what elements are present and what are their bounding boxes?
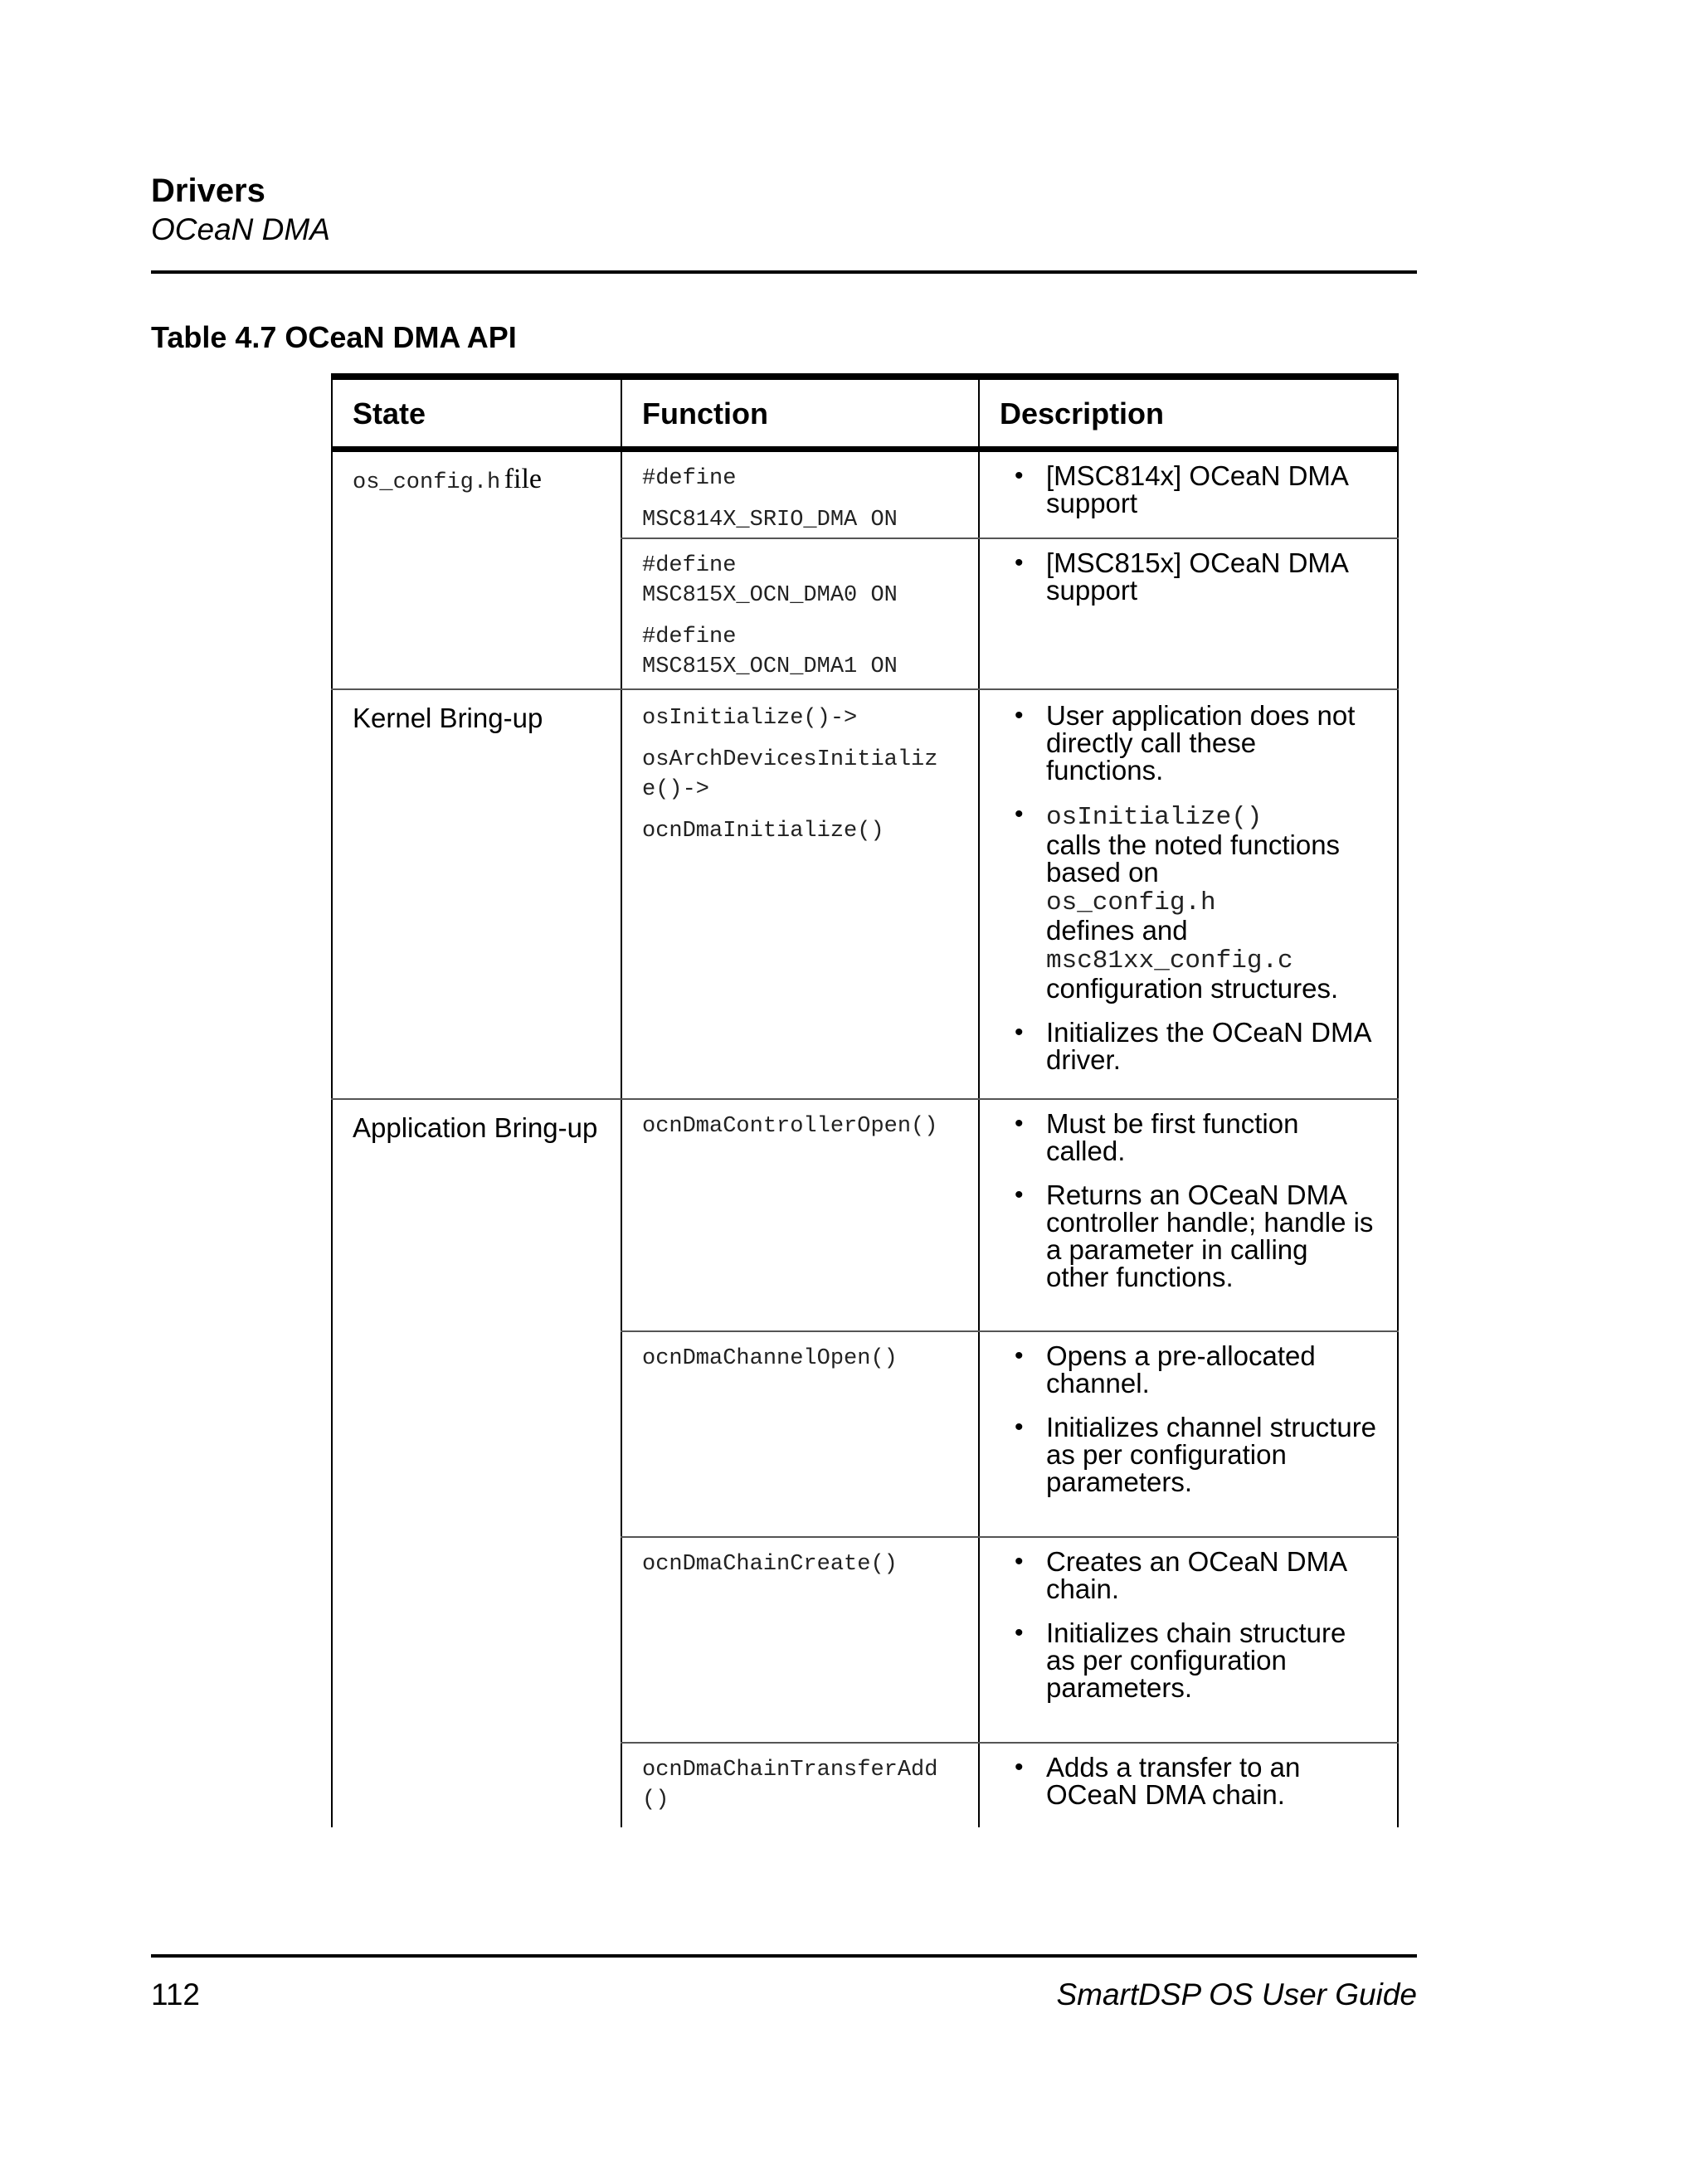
function-line: MSC814X_SRIO_DMA ON bbox=[642, 508, 898, 533]
state-cell bbox=[331, 452, 621, 688]
function-cell bbox=[621, 690, 978, 1098]
function-cell: ocnDmaChannelOpen() bbox=[621, 1332, 978, 1536]
function-cell: ocnDmaControllerOpen() bbox=[621, 1100, 978, 1330]
function-line: MSC815X_OCN_DMA0 ON bbox=[642, 583, 898, 608]
function-cell bbox=[621, 539, 978, 688]
function-cell: ocnDmaChainCreate() bbox=[621, 1538, 978, 1742]
description-bullet: • Initializes channel structure as per configuration parameters. bbox=[1046, 1413, 1377, 1496]
code-ref: msc81xx_config.c bbox=[1046, 946, 1293, 975]
api-table bbox=[331, 373, 1399, 1827]
description-cell bbox=[978, 539, 1399, 688]
subgroup-row bbox=[621, 1744, 1399, 1827]
column-header-state: State bbox=[331, 380, 621, 446]
function-line: ocnDmaChainTransferAdd bbox=[642, 1758, 938, 1783]
function-line: ocnDmaInitialize() bbox=[642, 819, 884, 844]
code-ref: osInitialize() bbox=[1046, 803, 1263, 832]
function-line: #define bbox=[642, 466, 737, 491]
function-line: MSC815X_OCN_DMA1 ON bbox=[642, 654, 898, 679]
description-bullet: • Initializes the OCeaN DMA driver. bbox=[1046, 1019, 1377, 1073]
guide-title: SmartDSP OS User Guide bbox=[1056, 1977, 1417, 2011]
function-line: #define bbox=[642, 625, 737, 649]
description-bullet: • Initializes chain structure as per configuration parameters. bbox=[1046, 1619, 1377, 1701]
table-caption: Table 4.7 OCeaN DMA API bbox=[151, 320, 517, 354]
function-line: #define bbox=[642, 553, 737, 578]
function-cell bbox=[621, 452, 978, 537]
description-text: calls the noted functions based on bbox=[1046, 829, 1341, 888]
subgroup-row bbox=[621, 452, 1399, 539]
footer-rule bbox=[151, 1954, 1417, 1958]
description-cell bbox=[978, 1332, 1399, 1536]
description-bullet: • Returns an OCeaN DMA controller handle; handle is a parameter in calling other functions. bbox=[1046, 1181, 1377, 1291]
subgroup-row bbox=[621, 539, 1399, 688]
subgroup-row bbox=[621, 1100, 1399, 1332]
state-word: file bbox=[504, 464, 542, 494]
description-bullet: • Must be first function called. bbox=[1046, 1110, 1377, 1165]
state-cell: Application Bring-up bbox=[331, 1100, 621, 1827]
function-line: e()-> bbox=[642, 777, 710, 802]
section-subtitle: OCeaN DMA bbox=[151, 212, 330, 246]
function-line: () bbox=[642, 1788, 669, 1812]
table-row bbox=[331, 690, 1399, 1100]
function-cell bbox=[621, 1744, 978, 1827]
column-header-function: Function bbox=[621, 380, 978, 446]
header-rule bbox=[151, 270, 1417, 274]
description-bullet: • [MSC814x] OCeaN DMA support bbox=[1046, 462, 1377, 517]
table-row bbox=[331, 1100, 1399, 1827]
description-cell bbox=[978, 1744, 1399, 1827]
description-bullet: • User application does not directly call these functions. bbox=[1046, 702, 1377, 784]
table-header-row bbox=[331, 380, 1399, 452]
subgroup-row bbox=[621, 1332, 1399, 1538]
function-line: osArchDevicesInitializ bbox=[642, 747, 938, 772]
section-title: Drivers bbox=[151, 173, 265, 209]
state-code: os_config.h bbox=[353, 470, 501, 495]
description-bullet: • Adds a transfer to an OCeaN DMA chain. bbox=[1046, 1754, 1377, 1808]
row-subgroups bbox=[621, 452, 1399, 688]
description-bullet: • Opens a pre-allocated channel. bbox=[1046, 1342, 1377, 1397]
description-cell bbox=[978, 1538, 1399, 1742]
table-row bbox=[331, 452, 1399, 690]
function-line: osInitialize()-> bbox=[642, 706, 858, 731]
description-cell bbox=[978, 690, 1399, 1098]
description-bullet bbox=[1046, 800, 1377, 1002]
description-cell bbox=[978, 1100, 1399, 1330]
subgroup-row bbox=[621, 1538, 1399, 1744]
state-cell: Kernel Bring-up bbox=[331, 690, 621, 1098]
code-ref: os_config.h bbox=[1046, 888, 1216, 917]
description-cell bbox=[978, 452, 1399, 537]
description-text: configuration structures. bbox=[1046, 973, 1339, 1004]
row-subgroups bbox=[621, 1100, 1399, 1827]
page-number: 112 bbox=[151, 1977, 200, 2011]
column-header-description: Description bbox=[978, 380, 1399, 446]
description-text: defines and bbox=[1046, 915, 1188, 946]
description-bullet: • Creates an OCeaN DMA chain. bbox=[1046, 1548, 1377, 1603]
description-bullet: • [MSC815x] OCeaN DMA support bbox=[1046, 549, 1377, 604]
